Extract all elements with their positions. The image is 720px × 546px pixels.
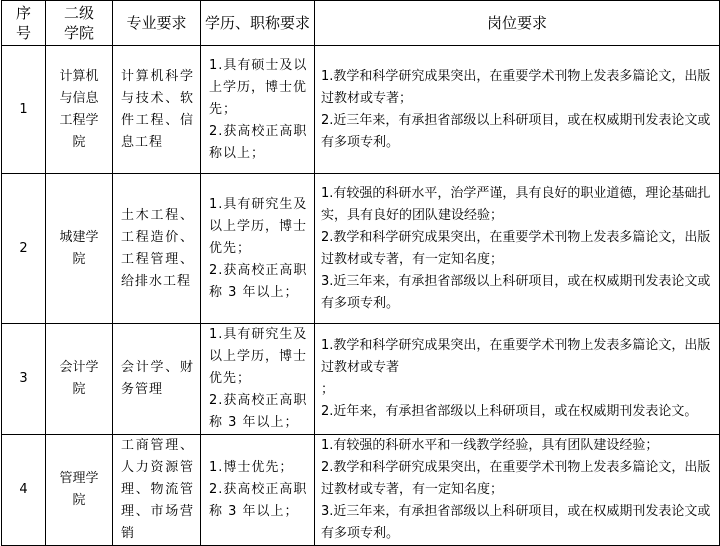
row-req xyxy=(315,46,720,174)
row-req xyxy=(315,324,720,435)
header-no: 序号 xyxy=(2,1,46,46)
row-edu xyxy=(201,46,315,174)
req-line: 2.教学和科学研究成果突出，在重要学术刊物上发表多篇论文，出版过教材或专著，有一定知名度； xyxy=(321,460,711,497)
row-req xyxy=(315,435,720,546)
header-req: 岗位要求 xyxy=(315,1,720,46)
row-no: 1 xyxy=(2,46,46,174)
recruitment-table xyxy=(1,0,720,546)
row-edu xyxy=(201,174,315,324)
req-line: 3.近三年来，有承担省部级以上科研项目，或在权威期刊发表论文或有多项专利。 xyxy=(321,273,711,311)
edu-line: 2.获高校正高职称 3 年以上； xyxy=(209,393,308,430)
header-row xyxy=(2,1,720,46)
req-line: 3.近三年来，有承担省部级以上科研项目，或在权威期刊发表论文或有多项专利。 xyxy=(321,504,711,541)
row-no: 4 xyxy=(2,435,46,546)
row-dept: 计算机与信息工程学院 xyxy=(46,46,113,174)
req-line: 1.有较强的科研水平和一线教学经验，具有团队建设经验； xyxy=(321,438,659,453)
table-row xyxy=(2,46,720,174)
edu-line: 1.具有硕士及以上学历，博士优先； xyxy=(209,57,308,117)
edu-line: 1.具有研究生及以上学历，博士优先； xyxy=(209,327,308,386)
req-line: 1.教学和科学研究成果突出，在重要学术刊物上发表多篇论文，出版过教材或专著 xyxy=(321,338,711,375)
req-line: 2.近年来，有承担省部级以上科研项目，或在权威期刊发表论文。 xyxy=(321,404,698,419)
row-major: 会计学、财务管理 xyxy=(113,324,201,435)
req-line: 2.近三年来，有承担省部级以上科研项目，或在权威期刊发表论文或有多项专利。 xyxy=(321,112,711,150)
row-edu xyxy=(201,435,315,546)
row-no: 3 xyxy=(2,324,46,435)
req-line: 1.有较强的科研水平，治学严谨，具有良好的职业道德，理论基础扎实，具有良好的团队建设经验； xyxy=(321,185,711,223)
edu-line: 2.获高校正高职称 3 年以上； xyxy=(209,482,308,519)
row-major: 土木工程、工程造价、工程管理、给排水工程 xyxy=(113,174,201,324)
row-no: 2 xyxy=(2,174,46,324)
row-dept: 会计学院 xyxy=(46,324,113,435)
req-line: 2.教学和科学研究成果突出，在重要学术刊物上发表多篇论文，出版过教材或专著，有一定知名度； xyxy=(321,229,711,267)
row-req xyxy=(315,174,720,324)
edu-line: 2.获高校正高职称以上； xyxy=(209,123,308,161)
req-line: ； xyxy=(321,382,335,397)
table-row xyxy=(2,174,720,324)
edu-line: 1.具有研究生及以上学历，博士优先； xyxy=(209,196,308,256)
row-dept: 城建学院 xyxy=(46,174,113,324)
table-row xyxy=(2,324,720,435)
table-row xyxy=(2,435,720,546)
row-major: 计算机科学与技术、软件工程、信息工程 xyxy=(113,46,201,174)
row-edu xyxy=(201,324,315,435)
edu-line: 1.博士优先； xyxy=(209,460,294,475)
req-line: 1.教学和科学研究成果突出，在重要学术刊物上发表多篇论文，出版过教材或专著； xyxy=(321,68,711,106)
row-major: 工商管理、人力资源管理、物流管理、市场营销 xyxy=(113,435,201,546)
edu-line: 2.获高校正高职称 3 年以上； xyxy=(209,262,308,300)
header-edu: 学历、职称要求 xyxy=(201,1,315,46)
header-dept: 二级学院 xyxy=(46,1,113,46)
header-major: 专业要求 xyxy=(113,1,201,46)
row-dept: 管理学院 xyxy=(46,435,113,546)
